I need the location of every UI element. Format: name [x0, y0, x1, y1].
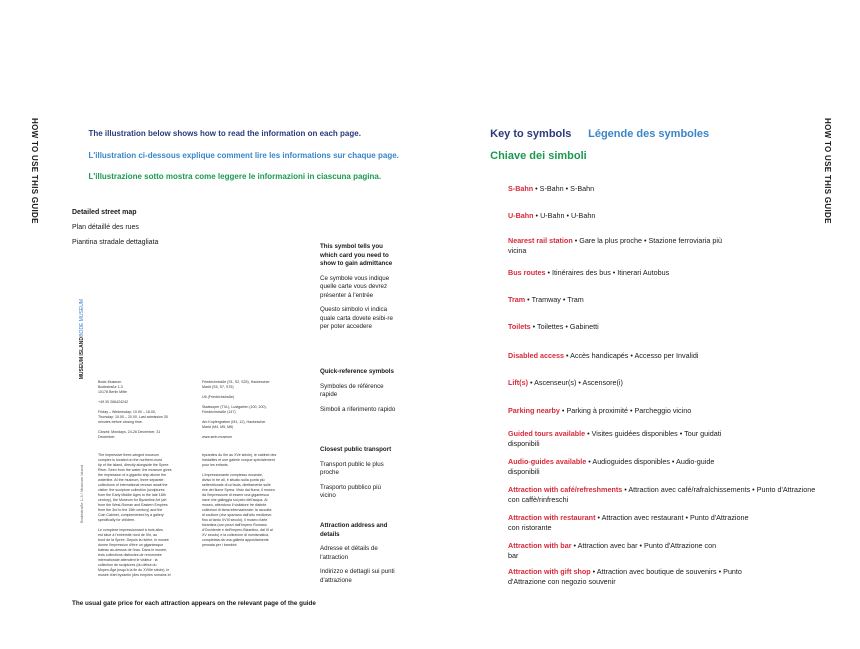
intro-number: 3 — [78, 172, 83, 181]
intro-number: 1 — [78, 129, 83, 138]
symbol-note-fr: Transport public le plus proche — [320, 460, 384, 476]
sample-page-vertical-dark: MUSEUM ISLAND — [79, 337, 85, 380]
sample-page-body-en: The impressive three-winged museum complex is located on the northern-most tip of the island, directly alongside the Spree River. Seen from the water, the museum gives the impression of a gigantic ship above the waterline. At the museum, three separate collections of international renown await the visitor: the sculpture collection (sculptures from the Early Middle Ages to the late 18th century), the Museum for Byzantine Art (art from the West-Roman and Eastern Empires from the 3rd to the 15th century) and the Coin Cabinet, complemented by a gallery specifically for children. Le complexe impressionnant à trois ailes est situé à l'extrémité nord de l'île, au bord de la Sprée. Depuis la rivière, le musée donne l'impression d'être un gigantesque bateau au-dessus de l'eau. Dans le musée, trois collections distinctes de renommée internationale attendent le visiteur : la collection de sculptures (du début du Moyen-Âge jusqu'à la fin du XVIIIe siècle), le musée d'art byzantin (des empires romains et — [98, 453, 172, 577]
legend-item-tram: Tram • Tramway • Tram — [508, 295, 584, 304]
sample-page-address: Bode-Museum Bodestraße 1-3 10178 Berlin Mitte +49 30 266424242 Friday – Wednesday: 10.00 – 18.00, Thursday: 10.00 – 20.00. Last admission 30 minutes before closing time. Closed: Mondays, 24-26 December, 31 December. — [98, 380, 168, 439]
key-title-en: Key to symbols — [490, 128, 572, 140]
legend-item-disabled-access: Disabled access • Accès handicapés • Accesso per Invalidi — [508, 351, 699, 360]
symbol-note-fr: Ce symbole vous indique quelle carte vous devrez présenter à l'entrée — [320, 274, 390, 299]
sample-page-transport: Friedrichstraße (S1, S2, S25), Hackescher Markt (S5, S7, S75) U6 (Friedrichstraße) Staatsoper (TXL), Lustgarten (100, 200), Friedrichstraße (147) Am Kupfergraben (M1, 12), Hackescher Markt (M4, M5, M6) www.smb.museum — [202, 380, 270, 439]
legend-item-bar: Attraction with bar • Attraction avec bar • Punto d'Attrazione con bar — [508, 541, 717, 560]
key-number: 4 — [480, 128, 487, 140]
symbol-note-admittance — [320, 243, 396, 338]
key-heading-fr — [578, 128, 709, 140]
sample-page-body-fr: byzantins du IIIe au XVe siècle), le cabinet des médailles et une galerie conçue spécialement pour les enfants. L'impressionante complesso museale, diviso in tre ali, è situato sulla punta più settentrionale di un'isola, direttamente sulle rive del fiume Sprea. Visto dal fiume, il museo dà l'impressione di essere una gigantesca nave che galleggia sul pelo dell'acqua. Al museo, attendono il visitatore tre distinte collezioni di fama internazionale: la raccolta di sculture (che spaziano dall'alto medioevo fino al tardo XVIII secolo), il museo d'arte bizantina (con pezzi dall'Impero Romano d'Occidente e dell'Impero Bizantino, dal III al XV secolo) e la collezione di numismatica, completata da una galleria appositamente pensata per i bambini. — [202, 453, 277, 547]
symbol-note-title: This symbol tells you which card you need to show to gain admittance — [320, 243, 393, 267]
symbol-note-title: Quick-reference symbols — [320, 368, 394, 375]
legend-item-cafe: Attraction with café/refreshments • Attraction avec café/rafraîchissements • Punto d'Attrazione con caffè/rinfreschi — [508, 485, 816, 504]
intro-line-en — [78, 129, 361, 138]
symbol-note-it: Simboli a riferimento rapido — [320, 405, 396, 413]
key-heading-en — [480, 128, 571, 140]
intro-text: The illustration below shows how to read the information on each page. — [88, 129, 361, 138]
symbol-note-it: Trasporto pubblico più vicino — [320, 483, 381, 499]
page-title: How to use this guide — [68, 70, 255, 90]
symbol-note-title: Attraction address and details — [320, 522, 388, 538]
key-number: 5 — [578, 128, 585, 140]
street-map-en: Detailed street map — [72, 209, 137, 216]
legend-item-sbahn: S-Bahn • S-Bahn • S-Bahn — [508, 184, 595, 193]
symbol-note-title: Closest public transport — [320, 446, 392, 453]
page-number-right: 5 — [823, 42, 828, 51]
legend-item-rail: Nearest rail station • Gare la plus proche • Stazione ferroviaria più vicina — [508, 236, 722, 255]
intro-line-fr — [78, 151, 399, 160]
intro-number: 2 — [78, 151, 83, 160]
intro-text: L'illustration ci-dessous explique comment lire les informations sur chaque page. — [88, 151, 399, 160]
sample-page-vertical-small: Bodestraße 1-3 / Museum Island — [79, 465, 84, 524]
key-number: 6 — [480, 150, 487, 162]
key-heading-it — [480, 150, 587, 162]
legend-item-toilets: Toilets • Toilettes • Gabinetti — [508, 322, 599, 331]
sample-page — [72, 255, 312, 585]
symbol-note-it: Indirizzo e dettagli sui punti d'attrazione — [320, 568, 395, 584]
street-map-labels — [72, 205, 158, 250]
symbol-note-fr: Adresse et détails de l'attraction — [320, 545, 378, 561]
legend-item-audio-guides: Audio-guides available • Audioguides disponibles • Audio-guide disponibili — [508, 457, 715, 476]
legend-item-bus: Bus routes • Itinéraires des bus • Itinerari Autobus — [508, 268, 670, 277]
symbol-note-quick-reference — [320, 368, 396, 420]
side-label-left: HOW TO USE THIS GUIDE — [30, 118, 39, 224]
legend-item-guided-tours: Guided tours available • Visites guidées disponibles • Tour guidati disponibili — [508, 429, 722, 448]
sample-page-vertical-blue: BODE MUSEUM — [79, 299, 85, 337]
intro-text: L'illustrazione sotto mostra come leggere le informazioni in ciascuna pagina. — [88, 172, 382, 181]
legend-item-restaurant: Attraction with restaurant • Attraction avec restaurant • Punto d'Attrazione con ristorante — [508, 513, 749, 532]
legend-item-parking: Parking nearby • Parking à proximité • Parcheggio vicino — [508, 406, 692, 415]
key-title-fr: Légende des symboles — [588, 128, 710, 140]
legend-item-ubahn: U-Bahn • U-Bahn • U-Bahn — [508, 211, 596, 220]
legend-item-gift-shop: Attraction with gift shop • Attraction avec boutique de souvenirs • Punto d'Attrazione con negozio souvenir — [508, 567, 742, 586]
symbol-note-address — [320, 522, 396, 591]
page-number-left: 4 — [32, 42, 37, 51]
symbol-note-fr: Symboles de référence rapide — [320, 382, 384, 398]
street-map-fr: Plan détaillé des rues — [72, 224, 139, 231]
key-title-it: Chiave dei simboli — [490, 150, 587, 162]
side-label-right: HOW TO USE THIS GUIDE — [823, 118, 832, 224]
header-title-it: Come usare questa guida — [682, 75, 820, 89]
street-map-it: Piantina stradale dettagliata — [72, 239, 159, 246]
intro-line-it — [78, 172, 381, 181]
header-translations — [681, 58, 820, 90]
legend-item-lifts: Lift(s) • Ascenseur(s) • Ascensore(i) — [508, 378, 623, 387]
footer-note: The usual gate price for each attraction appears on the relevant page of the guide — [72, 600, 316, 607]
symbol-note-it: Questo simbolo vi indica quale carta dovete esibi-re per poter accedere — [320, 306, 393, 330]
symbol-note-transport — [320, 446, 396, 507]
sample-page-title: Bode-Museum — [100, 267, 176, 279]
header-title-fr: Comment utiliser ce guide — [681, 59, 820, 73]
